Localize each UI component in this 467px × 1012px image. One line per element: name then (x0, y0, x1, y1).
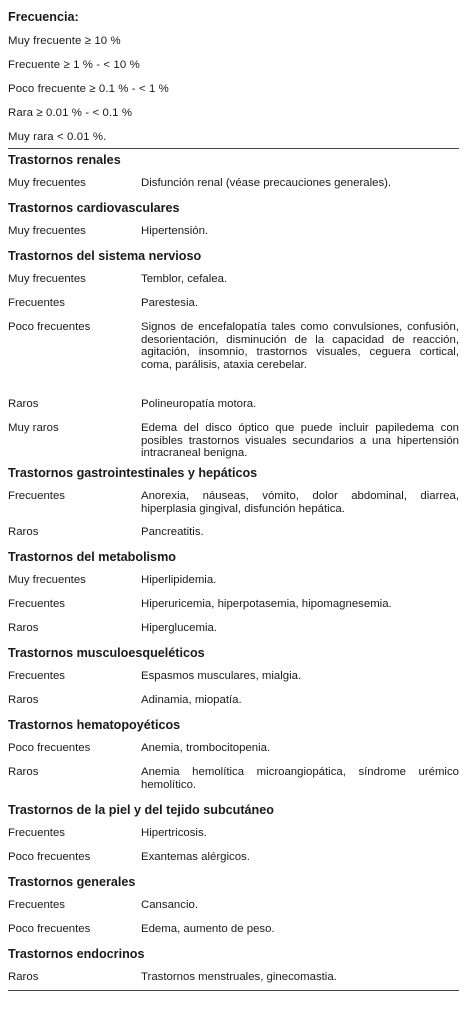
frequency-label: Frecuentes (8, 827, 65, 839)
section-title-renales: Trastornos renales (8, 153, 121, 167)
effect-description: Adinamia, miopatía. (141, 694, 242, 706)
effect-description: Temblor, cefalea. (141, 273, 228, 285)
effect-description: Edema del disco óptico que puede incluir papiledema con posibles trastornos visuales secundarios a una hipertensión intracraneal benigna. (141, 422, 459, 460)
table-row (8, 762, 459, 799)
table-row (8, 394, 459, 418)
table-row (8, 919, 459, 943)
frequency-label: Poco frecuentes (8, 321, 91, 333)
section-title-hematopoyeticos: Trastornos hematopoyéticos (8, 718, 181, 732)
table-row (8, 594, 459, 618)
table-row (8, 618, 459, 642)
frequency-label: Muy raros (8, 422, 59, 434)
frequency-label: Raros (8, 694, 39, 706)
table-row (8, 847, 459, 871)
section-title-piel: Trastornos de la piel y del tejido subcutáneo (8, 803, 274, 817)
section-title-generales: Trastornos generales (8, 875, 136, 889)
table-row (8, 269, 459, 293)
table-row (8, 221, 459, 245)
table-bottom-rule (8, 990, 459, 991)
section-title-metabolismo: Trastornos del metabolismo (8, 550, 176, 564)
effect-description: Exantemas alérgicos. (141, 851, 250, 863)
table-row (8, 486, 459, 522)
frequency-label: Raros (8, 526, 39, 538)
section-title-sistema-nervioso: Trastornos del sistema nervioso (8, 249, 202, 263)
effect-description: Hipertensión. (141, 225, 209, 237)
frequency-label: Muy frecuentes (8, 574, 86, 586)
section-title-gastrointestinales: Trastornos gastrointestinales y hepáticos (8, 466, 258, 480)
effect-description: Parestesia. (141, 297, 198, 309)
frequency-label: Raros (8, 766, 39, 778)
frequency-label: Poco frecuentes (8, 742, 91, 754)
section-title-musculoesqueleticos: Trastornos musculoesqueléticos (8, 646, 205, 660)
frequency-label: Raros (8, 398, 39, 410)
table-row (8, 895, 459, 919)
effect-description: Trastornos menstruales, ginecomastia. (141, 971, 337, 983)
table-row (8, 967, 459, 990)
frequency-label: Frecuentes (8, 899, 65, 911)
table-row (8, 317, 459, 394)
effect-description: Hiperuricemia, hiperpotasemia, hipomagnesemia. (141, 598, 392, 610)
frequency-line: Frecuente ≥ 1 % - < 10 % (8, 59, 140, 71)
frequency-label: Frecuentes (8, 297, 65, 309)
adverse-effects-table (8, 0, 459, 991)
table-row (8, 418, 459, 462)
frequency-line: Rara ≥ 0.01 % - < 0.1 % (8, 107, 133, 119)
effect-description: Signos de encefalopatía tales como convulsiones, confusión, desorientación, disminución de la capacidad de reacción, agitación, insomnio, trastornos visuales, ceguera cortical, coma, parálisis, ataxia cerebelar. (141, 321, 459, 371)
table-row (8, 690, 459, 714)
table-row (8, 522, 459, 546)
effect-description: Hiperlipidemia. (141, 574, 217, 586)
frequency-label: Poco frecuentes (8, 851, 91, 863)
table-row (8, 666, 459, 690)
frequency-label: Muy frecuentes (8, 273, 86, 285)
section-title-endocrinos: Trastornos endocrinos (8, 947, 145, 961)
table-row (8, 173, 459, 197)
frequency-label: Frecuentes (8, 670, 65, 682)
effect-description: Polineuropatía motora. (141, 398, 257, 410)
effect-description: Hiperglucemia. (141, 622, 217, 634)
table-row (8, 293, 459, 317)
frequency-label: Muy frecuentes (8, 177, 86, 189)
effect-description: Hipertricosis. (141, 827, 207, 839)
effect-description: Anemia hemolítica microangiopática, síndrome urémico hemolítico. (141, 766, 459, 791)
effect-description: Edema, aumento de peso. (141, 923, 275, 935)
frequency-label: Poco frecuentes (8, 923, 91, 935)
frequency-label: Frecuentes (8, 598, 65, 610)
frequency-title: Frecuencia: (8, 10, 79, 24)
effect-description: Anemia, trombocitopenia. (141, 742, 271, 754)
section-title-cardiovasculares: Trastornos cardiovasculares (8, 201, 180, 215)
frequency-line: Muy frecuente ≥ 10 % (8, 35, 121, 47)
effect-description: Disfunción renal (véase precauciones generales). (141, 177, 392, 189)
table-row (8, 823, 459, 847)
table-row (8, 570, 459, 594)
table-row (8, 738, 459, 762)
effect-description: Cansancio. (141, 899, 198, 911)
frequency-line: Muy rara < 0.01 %. (8, 131, 107, 143)
effect-description: Pancreatitis. (141, 526, 204, 538)
effect-description: Anorexia, náuseas, vómito, dolor abdominal, diarrea, hiperplasia gingival, disfunción hepática. (141, 490, 459, 515)
frequency-line: Poco frecuente ≥ 0.1 % - < 1 % (8, 83, 169, 95)
frequency-label: Frecuentes (8, 490, 65, 502)
frequency-label: Raros (8, 971, 39, 983)
frequency-label: Raros (8, 622, 39, 634)
effect-description: Espasmos musculares, mialgia. (141, 670, 302, 682)
frequency-label: Muy frecuentes (8, 225, 86, 237)
